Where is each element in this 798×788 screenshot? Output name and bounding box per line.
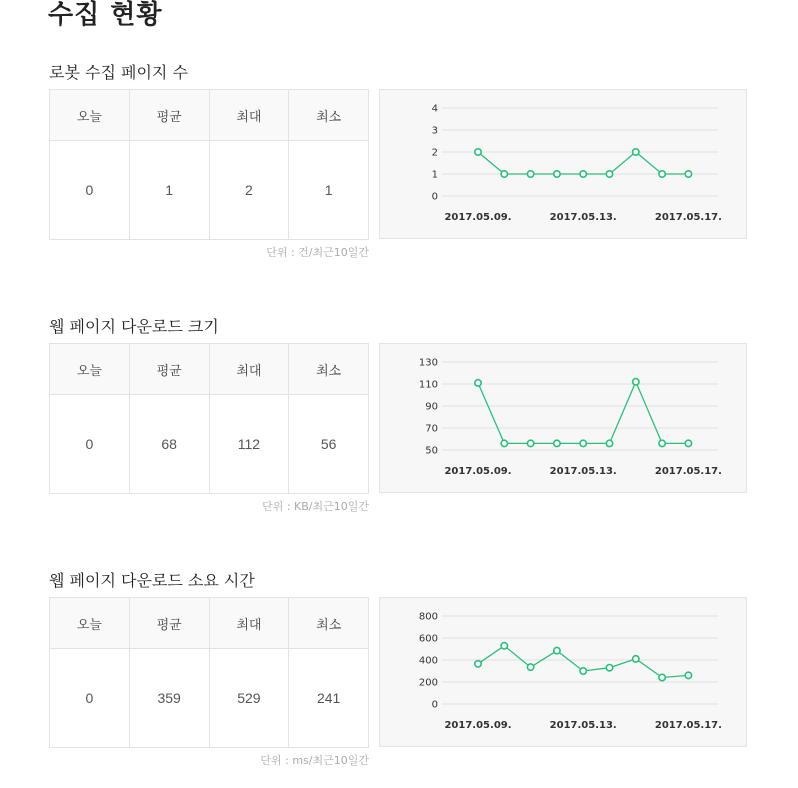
data-point — [527, 171, 533, 177]
header-average: 평균 — [129, 90, 209, 141]
stats-table — [49, 89, 369, 240]
header-max: 최대 — [209, 598, 289, 649]
x-tick-label: 2017.05.17. — [654, 466, 722, 477]
data-point — [606, 171, 612, 177]
data-point — [606, 665, 612, 671]
y-tick-label: 110 — [418, 379, 438, 391]
header-today: 오늘 — [50, 90, 130, 141]
y-tick-label: 0 — [431, 191, 438, 203]
page-title: 수집 현황 — [48, 0, 163, 30]
section-download-size — [0, 314, 798, 534]
data-point — [527, 440, 533, 446]
data-point — [659, 440, 665, 446]
y-tick-label: 4 — [431, 103, 438, 115]
unit-label: 단위 : KB/최근10일간 — [262, 500, 369, 513]
y-tick-label: 3 — [431, 125, 438, 137]
data-point — [580, 171, 586, 177]
y-tick-label: 400 — [418, 655, 438, 667]
section-robot-pages — [0, 60, 798, 280]
y-tick-label: 800 — [418, 611, 438, 623]
stats-header-row — [50, 344, 369, 395]
data-point — [475, 380, 481, 386]
value-average: 359 — [129, 649, 209, 748]
value-max: 112 — [209, 395, 289, 494]
unit-label: 단위 : 건/최근10일간 — [266, 246, 369, 259]
value-min: 56 — [289, 395, 369, 494]
section-title: 로봇 수집 페이지 수 — [49, 63, 188, 82]
data-point — [685, 440, 691, 446]
data-point — [580, 668, 586, 674]
value-max: 2 — [209, 141, 289, 240]
unit-label: 단위 : ms/최근10일간 — [260, 754, 369, 767]
y-tick-label: 200 — [418, 677, 438, 689]
stats-table — [49, 343, 369, 494]
value-max: 529 — [209, 649, 289, 748]
data-point — [580, 440, 586, 446]
header-min: 최소 — [289, 598, 369, 649]
data-point — [633, 379, 639, 385]
series-line — [478, 382, 688, 444]
header-max: 최대 — [209, 90, 289, 141]
data-point — [659, 674, 665, 680]
data-point — [475, 149, 481, 155]
line-chart-svg — [380, 344, 746, 492]
x-tick-label: 2017.05.09. — [444, 466, 512, 477]
x-tick-label: 2017.05.09. — [444, 212, 512, 223]
data-point — [501, 440, 507, 446]
data-point — [633, 656, 639, 662]
value-today: 0 — [50, 141, 130, 240]
y-tick-label: 90 — [425, 401, 438, 413]
data-point — [501, 643, 507, 649]
value-today: 0 — [50, 395, 130, 494]
data-point — [685, 672, 691, 678]
data-point — [685, 171, 691, 177]
y-tick-label: 50 — [425, 445, 438, 457]
data-point — [633, 149, 639, 155]
section-download-time — [0, 568, 798, 788]
data-point — [554, 171, 560, 177]
data-point — [554, 647, 560, 653]
section-title: 웹 페이지 다운로드 소요 시간 — [49, 571, 255, 590]
x-tick-label: 2017.05.17. — [654, 212, 722, 223]
header-average: 평균 — [129, 598, 209, 649]
line-chart-svg — [380, 90, 746, 238]
line-chart — [379, 343, 747, 493]
header-average: 평균 — [129, 344, 209, 395]
value-min: 1 — [289, 141, 369, 240]
stats-value-row — [50, 395, 369, 494]
value-min: 241 — [289, 649, 369, 748]
data-point — [554, 440, 560, 446]
header-today: 오늘 — [50, 344, 130, 395]
data-point — [501, 171, 507, 177]
value-average: 1 — [129, 141, 209, 240]
y-tick-label: 1 — [431, 169, 438, 181]
x-tick-label: 2017.05.13. — [549, 466, 617, 477]
data-point — [659, 171, 665, 177]
header-min: 최소 — [289, 344, 369, 395]
data-point — [475, 661, 481, 667]
data-point — [606, 440, 612, 446]
header-min: 최소 — [289, 90, 369, 141]
stats-header-row — [50, 598, 369, 649]
stats-header-row — [50, 90, 369, 141]
y-tick-label: 70 — [425, 423, 438, 435]
y-tick-label: 0 — [431, 699, 438, 711]
stats-table — [49, 597, 369, 748]
x-tick-label: 2017.05.13. — [549, 212, 617, 223]
line-chart — [379, 597, 747, 747]
section-title: 웹 페이지 다운로드 크기 — [49, 317, 219, 336]
y-tick-label: 2 — [431, 147, 438, 159]
value-today: 0 — [50, 649, 130, 748]
header-today: 오늘 — [50, 598, 130, 649]
data-point — [527, 664, 533, 670]
x-tick-label: 2017.05.17. — [654, 720, 722, 731]
y-tick-label: 600 — [418, 633, 438, 645]
line-chart-svg — [380, 598, 746, 746]
value-average: 68 — [129, 395, 209, 494]
x-tick-label: 2017.05.13. — [549, 720, 617, 731]
stats-value-row — [50, 141, 369, 240]
stats-value-row — [50, 649, 369, 748]
y-tick-label: 130 — [418, 357, 438, 369]
x-tick-label: 2017.05.09. — [444, 720, 512, 731]
header-max: 최대 — [209, 344, 289, 395]
line-chart — [379, 89, 747, 239]
